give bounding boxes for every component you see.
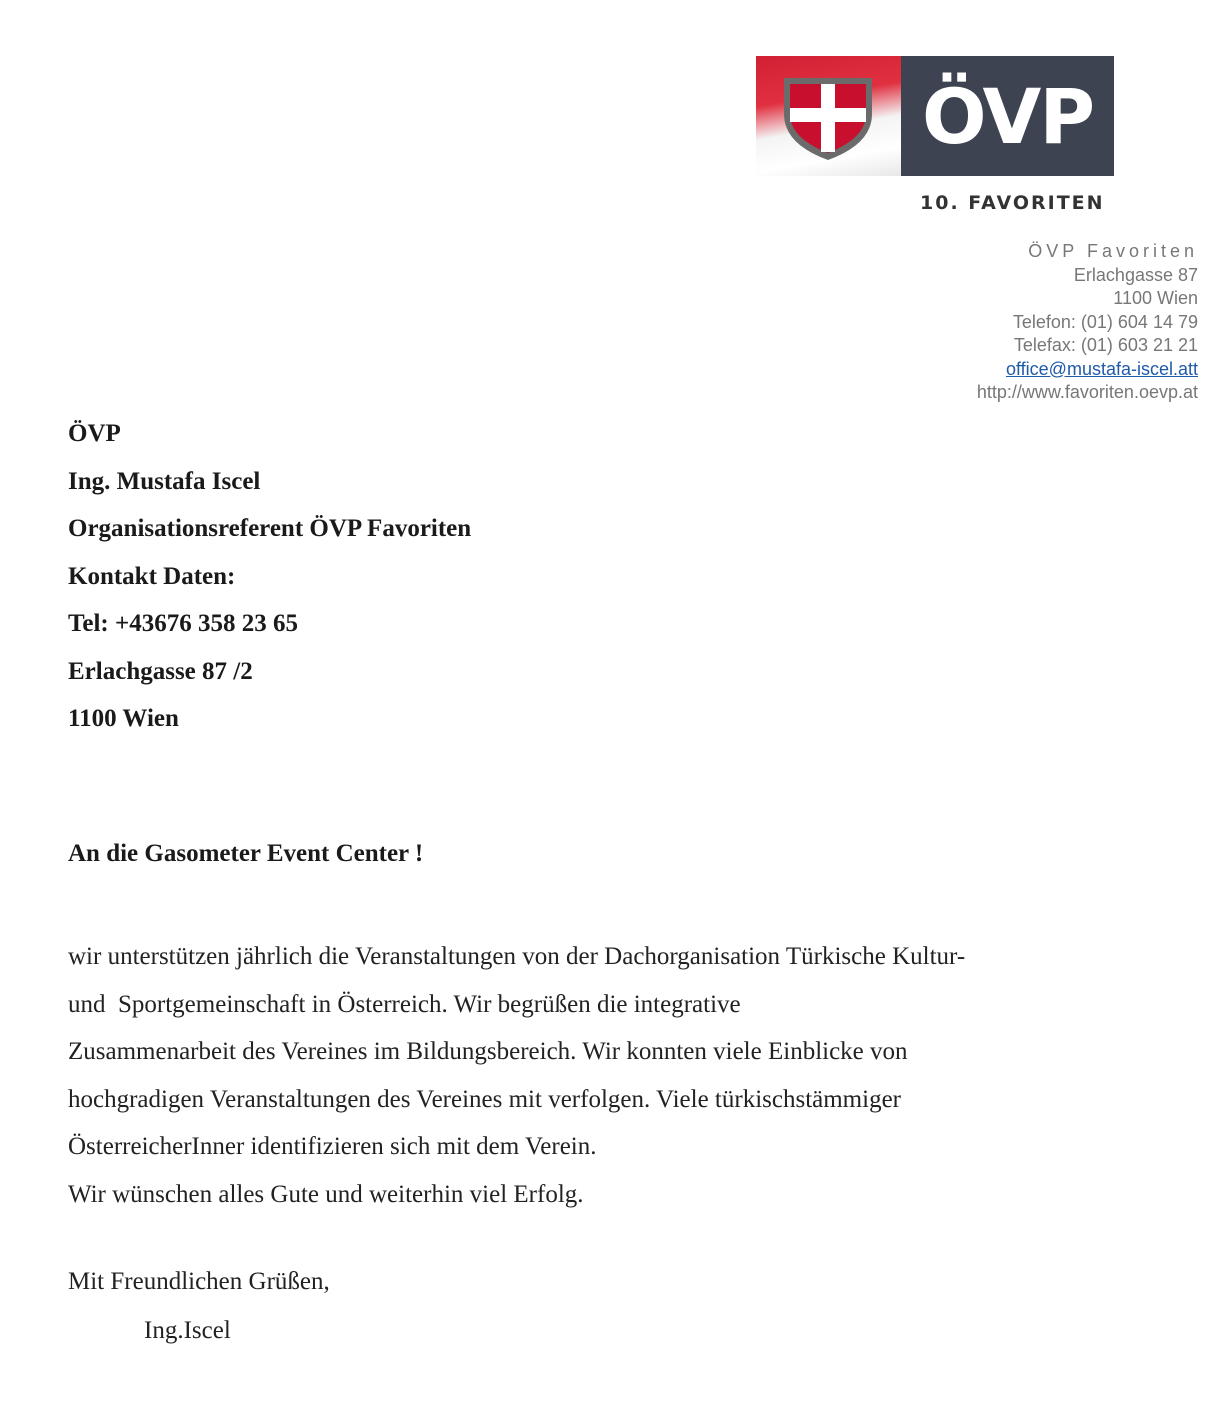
sender-phone: Tel: +43676 358 23 65: [68, 610, 298, 637]
signature-name: Ing.Iscel: [144, 1317, 231, 1344]
district-label: 10. FAVORITEN: [920, 192, 1105, 214]
contact-street: Erlachgasse 87: [1073, 264, 1198, 285]
body-line: und Sportgemeinschaft in Österreich. Wir begrüßen die integrative: [68, 990, 741, 1018]
body-line: wir unterstützen jährlich die Veranstaltungen von der Dachorganisation Türkische Kultur-: [68, 943, 966, 970]
body-line: ÖsterreicherInner identifizieren sich mit dem Verein.: [68, 1133, 597, 1160]
contact-fax: Telefax: (01) 603 21 21: [1013, 335, 1198, 355]
body-line: hochgradigen Veranstaltungen des Vereines mit verfolgen. Viele türkischstämmiger: [68, 1085, 901, 1113]
sender-street: Erlachgasse 87 /2: [68, 657, 253, 685]
sender-role: Organisationsreferent ÖVP Favoriten: [68, 515, 472, 542]
sender-block: [68, 410, 471, 743]
contact-email-link[interactable]: office@mustafa-iscel.att: [1005, 358, 1198, 379]
vienna-flag: [756, 56, 901, 176]
party-logo: [756, 56, 1114, 176]
body-line: Wir wünschen alles Gute und weiterhin viel Erfolg.: [68, 1180, 584, 1208]
body-line: Zusammenarbeit des Vereines im Bildungsbereich. Wir konnten viele Einblicke von: [68, 1038, 908, 1065]
vienna-coat-of-arms-icon: [778, 74, 878, 162]
contact-city: 1100 Wien: [1113, 288, 1198, 308]
recipient-line: An die Gasometer Event Center !: [68, 840, 424, 867]
letter-body: [68, 933, 1108, 1218]
closing-line: Mit Freundlichen Grüßen,: [68, 1268, 330, 1295]
sender-name: Ing. Mustafa Iscel: [68, 467, 261, 495]
sender-contact-heading: Kontakt Daten:: [68, 562, 236, 590]
contact-organization: ÖVP Favoriten: [1028, 241, 1198, 261]
contact-phone: Telefon: (01) 604 14 79: [1012, 311, 1198, 332]
party-name-logo: ÖVP: [901, 56, 1114, 176]
sender-city: 1100 Wien: [68, 705, 179, 732]
letterhead-contact: [977, 240, 1198, 405]
sender-party: ÖVP: [68, 420, 121, 447]
contact-website-link[interactable]: http://www.favoriten.oevp.at: [976, 382, 1198, 402]
